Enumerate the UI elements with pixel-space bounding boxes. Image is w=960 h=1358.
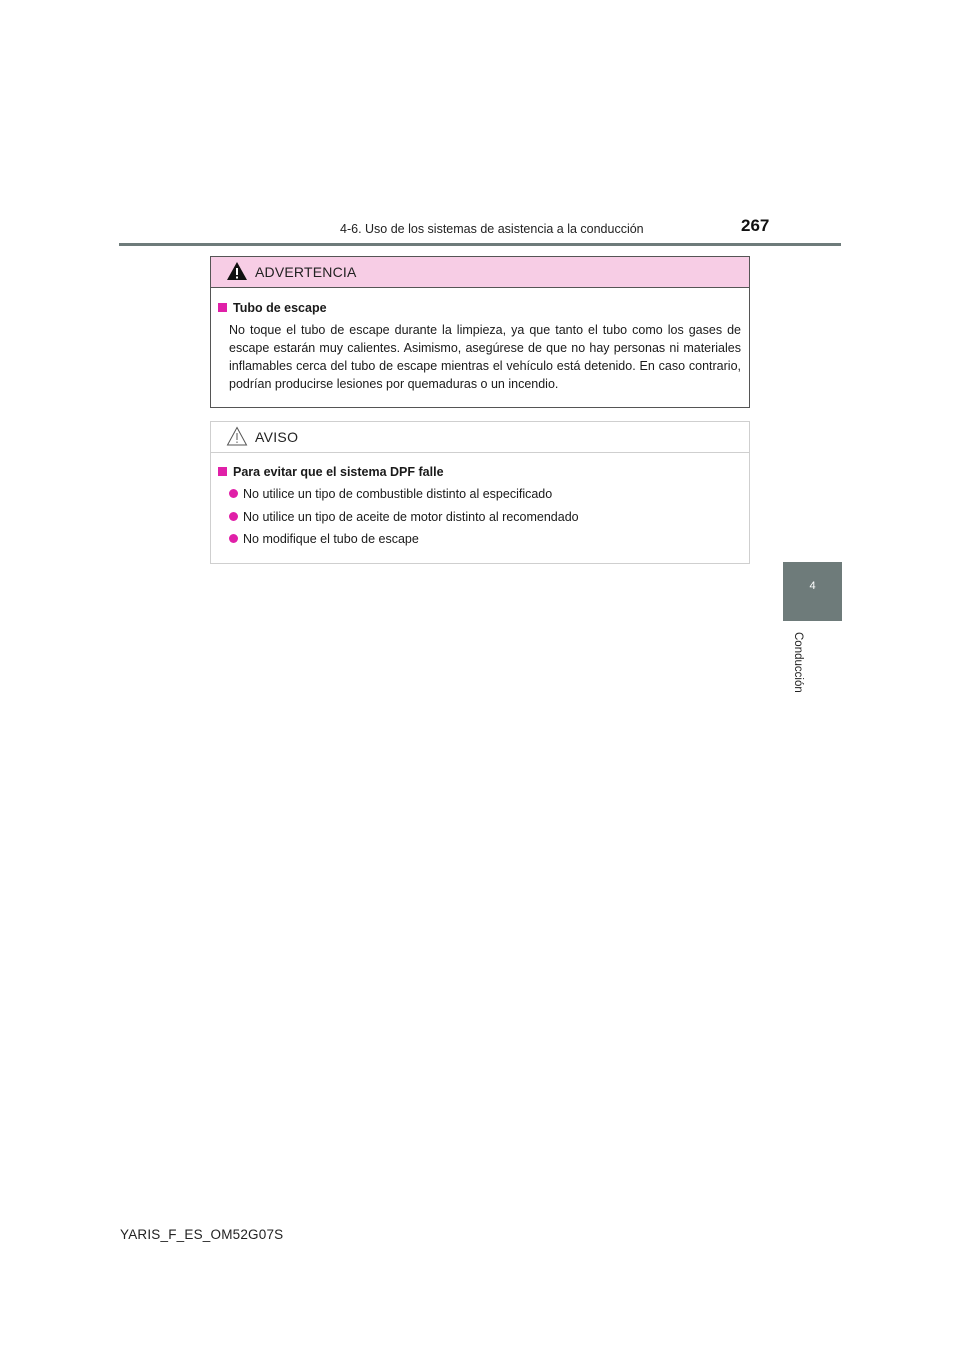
header-rule — [119, 243, 841, 246]
chapter-label: Conducción — [792, 632, 804, 693]
list-item — [229, 532, 419, 546]
round-bullet-icon — [229, 489, 238, 498]
chapter-number: 4 — [809, 580, 816, 592]
warning-triangle-icon — [226, 261, 248, 281]
warning-section-title-text: Tubo de escape — [233, 301, 327, 315]
list-item-text: No modifique el tubo de escape — [243, 532, 419, 546]
header-section-title: 4-6. Uso de los sistemas de asistencia a la conducción — [340, 222, 644, 236]
square-bullet-icon — [218, 303, 227, 312]
list-item — [229, 510, 579, 524]
warning-title: ADVERTENCIA — [255, 264, 357, 280]
notice-section-title-text: Para evitar que el sistema DPF falle — [233, 465, 444, 479]
caution-triangle-icon — [226, 426, 248, 446]
round-bullet-icon — [229, 512, 238, 521]
list-item-text: No utilice un tipo de aceite de motor distinto al recomendado — [243, 510, 579, 524]
warning-section-title — [218, 301, 327, 315]
warning-header — [211, 257, 749, 288]
page-number: 267 — [741, 216, 770, 235]
list-item-text: No utilice un tipo de combustible distinto al especificado — [243, 487, 553, 501]
footer-document-code: YARIS_F_ES_OM52G07S — [120, 1227, 284, 1242]
notice-header — [211, 422, 749, 453]
round-bullet-icon — [229, 534, 238, 543]
warning-body-text: No toque el tubo de escape durante la limpieza, ya que tanto el tubo como los gases de escape estarán muy calientes. Asimismo, asegúrese de que no hay personas ni materiales inflamables cerca del tubo de escape mientras el vehículo está detenido. En caso contrario, podrían producirse lesiones por quemaduras o un incendio. — [229, 323, 741, 391]
notice-box — [210, 421, 750, 564]
notice-section-title — [218, 465, 444, 479]
warning-box — [210, 256, 750, 408]
notice-title: AVISO — [255, 429, 299, 445]
square-bullet-icon — [218, 467, 227, 476]
chapter-tab — [783, 562, 842, 621]
list-item — [229, 487, 552, 501]
